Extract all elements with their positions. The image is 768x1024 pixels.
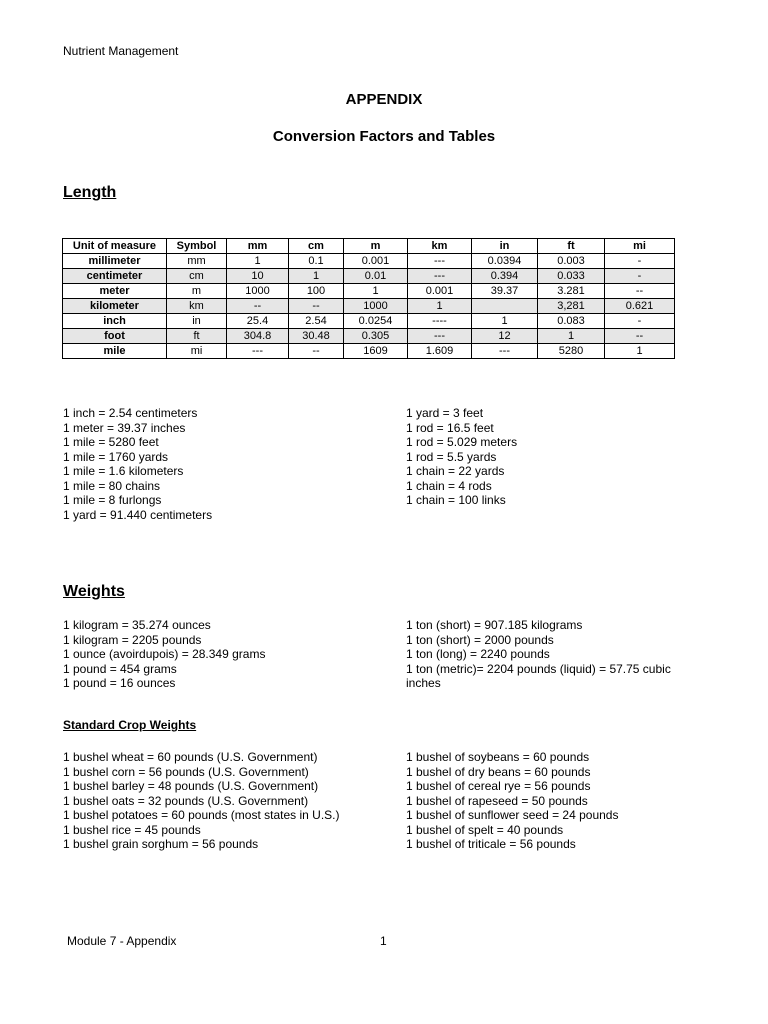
list-item: 1 chain = 4 rods [406, 478, 492, 493]
table-cell: 5280 [538, 344, 605, 359]
list-item: 1 pound = 454 grams [63, 661, 177, 676]
table-cell: - [605, 269, 675, 284]
list-item: 1 kilogram = 2205 pounds [63, 632, 202, 647]
column-header: ft [538, 239, 605, 254]
table-row [63, 299, 675, 314]
list-item: 1 bushel wheat = 60 pounds (U.S. Government) [63, 750, 318, 764]
column-header: mm [227, 239, 289, 254]
table-cell: meter [63, 284, 167, 299]
column-header: cm [289, 239, 344, 254]
table-cell: 3.281 [538, 284, 605, 299]
list-item: 1 yard = 3 feet [406, 406, 484, 420]
table-cell: 0.01 [344, 269, 408, 284]
column-header: km [408, 239, 472, 254]
table-cell: 25.4 [227, 314, 289, 329]
table-cell [472, 299, 538, 314]
table-cell: -- [605, 284, 675, 299]
table-cell: - [605, 314, 675, 329]
weights-facts-right [406, 618, 671, 691]
list-item: 1 bushel potatoes = 60 pounds (most states in U.S.) [63, 808, 340, 822]
weights-facts-left [63, 618, 265, 691]
list-item: 1 bushel of triticale = 56 pounds [406, 837, 576, 851]
list-item: 1 chain = 100 links [406, 493, 506, 507]
table-cell: 1 [227, 254, 289, 269]
list-item: 1 bushel of rapeseed = 50 pounds [406, 793, 588, 808]
table-cell: mm [167, 254, 227, 269]
length-facts-right [406, 406, 517, 508]
table-cell: 0.621 [605, 299, 675, 314]
table-cell: foot [63, 329, 167, 344]
running-header: Nutrient Management [63, 44, 179, 58]
list-item: 1 rod = 5.5 yards [406, 449, 497, 464]
list-item: 1 yard = 91.440 centimeters [63, 507, 213, 522]
table-cell: 1 [408, 299, 472, 314]
list-item: 1 pound = 16 ounces [63, 676, 176, 690]
list-item: inches [406, 676, 441, 690]
table-row [63, 284, 675, 299]
table-cell: centimeter [63, 269, 167, 284]
table-cell: kilometer [63, 299, 167, 314]
list-item: 1 inch = 2.54 centimeters [63, 406, 198, 420]
table-row [63, 314, 675, 329]
list-item: 1 meter = 39.37 inches [63, 420, 186, 435]
table-cell: m [167, 284, 227, 299]
footer-module: Module 7 - Appendix [67, 934, 177, 948]
table-cell: --- [408, 329, 472, 344]
table-cell: 1 [472, 314, 538, 329]
table-cell: -- [227, 299, 289, 314]
list-item: 1 rod = 16.5 feet [406, 420, 494, 435]
list-item: 1 mile = 1760 yards [63, 449, 169, 464]
table-cell: 0.003 [538, 254, 605, 269]
table-cell: 0.394 [472, 269, 538, 284]
list-item: 1 bushel of dry beans = 60 pounds [406, 764, 591, 779]
table-cell: 1000 [227, 284, 289, 299]
table-cell: 0.0394 [472, 254, 538, 269]
table-cell: mi [167, 344, 227, 359]
table-cell: 0.001 [344, 254, 408, 269]
list-item: 1 ton (short) = 2000 pounds [406, 632, 554, 647]
table-row [63, 344, 675, 359]
table-cell: 12 [472, 329, 538, 344]
page-title: APPENDIX [345, 91, 423, 108]
list-item: 1 mile = 5280 feet [63, 435, 159, 449]
table-cell: 304.8 [227, 329, 289, 344]
table-cell: 1000 [344, 299, 408, 314]
page-number: 1 [380, 934, 387, 948]
table-cell: ft [167, 329, 227, 344]
table-cell: 2.54 [289, 314, 344, 329]
table-cell: mile [63, 344, 167, 359]
list-item: 1 rod = 5.029 meters [406, 435, 518, 449]
column-header: m [344, 239, 408, 254]
crop-weights-right [406, 750, 618, 852]
crop-weights-heading: Standard Crop Weights [63, 718, 197, 732]
table-cell: -- [605, 329, 675, 344]
table-cell: 0.305 [344, 329, 408, 344]
table-cell: 0.083 [538, 314, 605, 329]
table-cell: -- [289, 299, 344, 314]
table-cell: cm [167, 269, 227, 284]
table-cell: - [605, 254, 675, 269]
length-facts-left [63, 406, 212, 522]
list-item: 1 bushel corn = 56 pounds (U.S. Government) [63, 764, 309, 779]
table-header-row [63, 239, 675, 254]
table-cell: 1 [344, 284, 408, 299]
list-item: 1 bushel barley = 48 pounds (U.S. Government) [63, 779, 319, 793]
page-subtitle: Conversion Factors and Tables [272, 128, 496, 145]
list-item: 1 bushel oats = 32 pounds (U.S. Government) [63, 793, 309, 808]
crop-weights-left [63, 750, 340, 852]
list-item: 1 bushel of sunflower seed = 24 pounds [406, 808, 619, 822]
list-item: 1 bushel rice = 45 pounds [63, 822, 201, 837]
column-header: in [472, 239, 538, 254]
table-cell: 30.48 [289, 329, 344, 344]
table-cell: 1 [538, 329, 605, 344]
table-cell: 1 [605, 344, 675, 359]
length-conversion-table [62, 238, 675, 359]
column-header: Symbol [167, 239, 227, 254]
list-item: 1 bushel grain sorghum = 56 pounds [63, 837, 259, 851]
table-cell: 0.1 [289, 254, 344, 269]
list-item: 1 ton (long) = 2240 pounds [406, 647, 550, 661]
table-row [63, 329, 675, 344]
list-item: 1 ounce (avoirdupois) = 28.349 grams [63, 647, 266, 661]
table-cell: --- [408, 254, 472, 269]
table-cell: inch [63, 314, 167, 329]
length-heading: Length [63, 184, 117, 201]
table-cell: millimeter [63, 254, 167, 269]
column-header: mi [605, 239, 675, 254]
table-cell: km [167, 299, 227, 314]
list-item: 1 bushel of cereal rye = 56 pounds [406, 779, 591, 793]
list-item: 1 bushel of spelt = 40 pounds [406, 822, 564, 837]
list-item: 1 mile = 8 furlongs [63, 493, 162, 507]
table-row [63, 254, 675, 269]
table-cell: 1609 [344, 344, 408, 359]
table-cell: --- [472, 344, 538, 359]
table-cell: 0.033 [538, 269, 605, 284]
weights-heading: Weights [63, 583, 125, 600]
table-cell: 0.001 [408, 284, 472, 299]
list-item: 1 mile = 80 chains [63, 478, 161, 493]
list-item: 1 ton (metric)= 2204 pounds (liquid) = 57.75 cubic [406, 661, 671, 676]
table-cell: 100 [289, 284, 344, 299]
list-item: 1 bushel of soybeans = 60 pounds [406, 750, 590, 764]
table-cell: ---- [408, 314, 472, 329]
table-cell: 0.0254 [344, 314, 408, 329]
table-cell: -- [289, 344, 344, 359]
table-cell: 1.609 [408, 344, 472, 359]
table-cell: 1 [289, 269, 344, 284]
table-cell: 3,281 [538, 299, 605, 314]
table-cell: 10 [227, 269, 289, 284]
list-item: 1 ton (short) = 907.185 kilograms [406, 618, 583, 632]
table-cell: --- [227, 344, 289, 359]
list-item: 1 kilogram = 35.274 ounces [63, 618, 211, 632]
table-cell: in [167, 314, 227, 329]
table-cell: --- [408, 269, 472, 284]
table-cell: 39.37 [472, 284, 538, 299]
list-item: 1 chain = 22 yards [406, 464, 505, 478]
table-row [63, 269, 675, 284]
column-header: Unit of measure [63, 239, 167, 254]
list-item: 1 mile = 1.6 kilometers [63, 464, 184, 478]
